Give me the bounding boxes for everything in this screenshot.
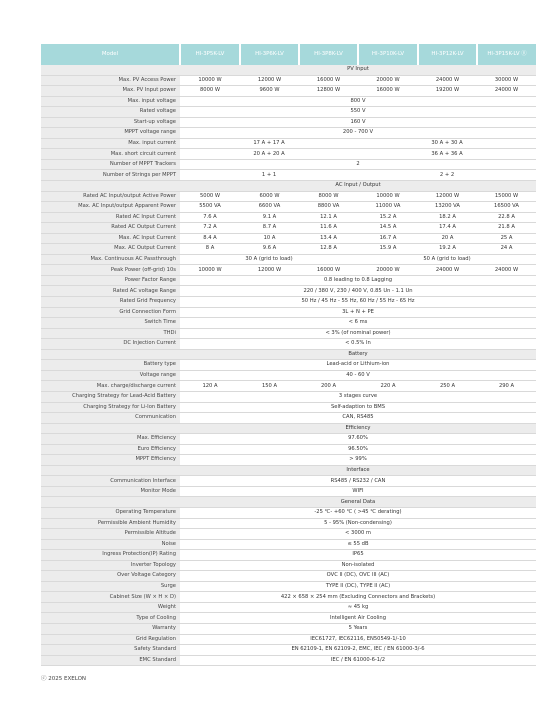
spec-value: 250 A (418, 381, 477, 392)
spec-label: Type of Cooling (41, 613, 180, 624)
spec-value: 11.6 A (299, 223, 358, 234)
spec-value: 24000 W (418, 75, 477, 86)
spec-value: 120 A (180, 381, 240, 392)
spec-value: 21.8 A (477, 223, 536, 234)
spec-row (41, 645, 536, 656)
spec-label: Power Factor Range (41, 275, 180, 286)
section-label-spacer (41, 349, 180, 360)
spec-label: Max. AC Input/output Apparent Power (41, 202, 180, 213)
spec-value: 15000 W (477, 191, 536, 202)
spec-value: < 3000 m (180, 529, 536, 540)
spec-label: Start-up voltage (41, 117, 180, 128)
spec-value: 12.1 A (299, 212, 358, 223)
spec-value: 30 A (grid to load) (180, 254, 358, 265)
spec-label: Number of MPPT Trackers (41, 159, 180, 170)
spec-value: CAN, RS485 (180, 413, 536, 424)
spec-label: Euro Efficiency (41, 444, 180, 455)
spec-value: 10000 W (180, 75, 240, 86)
spec-row (41, 434, 536, 445)
spec-value: 8 A (180, 244, 240, 255)
spec-value: 22.8 A (477, 212, 536, 223)
spec-label: Number of Strings per MPPT (41, 170, 180, 181)
spec-row (41, 634, 536, 645)
spec-label: Ingress Protection(IP) Rating (41, 550, 180, 561)
spec-value: WIFI (180, 486, 536, 497)
spec-row (41, 170, 536, 181)
spec-value: < 3% (of nominal power) (180, 328, 536, 339)
spec-row (41, 128, 536, 139)
spec-label: Warranty (41, 623, 180, 634)
spec-value: 550 V (180, 107, 536, 118)
spec-value: IEC / EN 61000-6-1/2 (180, 655, 536, 666)
spec-value: 9.1 A (240, 212, 299, 223)
spec-value: 17.4 A (418, 223, 477, 234)
spec-value: 13.4 A (299, 233, 358, 244)
spec-row (41, 370, 536, 381)
spec-value: > 99% (180, 455, 536, 466)
spec-row (41, 96, 536, 107)
spec-label: DC Injection Current (41, 339, 180, 350)
spec-row (41, 86, 536, 97)
spec-label: Rated Grid Frequency (41, 297, 180, 308)
spec-label: Rated AC Output Current (41, 223, 180, 234)
section-label-spacer (41, 497, 180, 508)
spec-label: Charging Strategy for Lead-Acid Battery (41, 391, 180, 402)
spec-value: 200 A (299, 381, 358, 392)
section-row (41, 497, 536, 508)
spec-label: Permissible Ambient Humidity (41, 518, 180, 529)
spec-row (41, 275, 536, 286)
spec-value: 13200 VA (418, 202, 477, 213)
model-header-cell: HI-3P12K-LV (418, 44, 477, 65)
spec-row (41, 149, 536, 160)
section-label-spacer (41, 65, 180, 75)
spec-value: 12.8 A (299, 244, 358, 255)
spec-value: 16000 W (299, 75, 358, 86)
spec-label: Rated voltage (41, 107, 180, 118)
section-row (41, 65, 536, 75)
spec-row (41, 254, 536, 265)
spec-label: MPPT Efficiency (41, 455, 180, 466)
header-row (41, 44, 536, 65)
spec-value: 10000 W (180, 265, 240, 276)
spec-value: 97.60% (180, 434, 536, 445)
spec-row (41, 560, 536, 571)
spec-value: EN 62109-1, EN 62109-2, EMC, IEC / EN 61000-3/-6 (180, 645, 536, 656)
spec-row (41, 581, 536, 592)
model-header-cell: HI-3P8K-LV (299, 44, 358, 65)
spec-value: 8800 VA (299, 202, 358, 213)
spec-value: RS485 / RS232 / CAN (180, 476, 536, 487)
spec-value: 7.6 A (180, 212, 240, 223)
spec-value: 50 Hz / 45 Hz - 55 Hz, 60 Hz / 55 Hz - 65 Hz (180, 297, 536, 308)
spec-value: 6000 W (240, 191, 299, 202)
spec-value: 16500 VA (477, 202, 536, 213)
spec-label: Permissible Altitude (41, 529, 180, 540)
spec-value: 3 stages curve (180, 391, 536, 402)
spec-value: 0.8 leading to 0.8 Lagging (180, 275, 536, 286)
spec-row (41, 381, 536, 392)
spec-value: 12000 W (240, 265, 299, 276)
spec-label: Battery type (41, 360, 180, 371)
spec-label: Over Voltage Category (41, 571, 180, 582)
spec-table (41, 44, 536, 666)
spec-value: OVC II (DC), OVC III (AC) (180, 571, 536, 582)
spec-row (41, 223, 536, 234)
section-title: Efficiency (180, 423, 536, 434)
model-header-cell: HI-3P10K-LV (358, 44, 418, 65)
section-row (41, 423, 536, 434)
spec-row (41, 550, 536, 561)
spec-value: 40 - 60 V (180, 370, 536, 381)
spec-row (41, 402, 536, 413)
spec-row (41, 592, 536, 603)
spec-value: Intelligent Air Cooling (180, 613, 536, 624)
spec-label: Rated AC voltage Range (41, 286, 180, 297)
spec-value: 9600 W (240, 86, 299, 97)
spec-label: Monitor Mode (41, 486, 180, 497)
spec-table-body (41, 65, 536, 666)
spec-value: 20 A (418, 233, 477, 244)
spec-row (41, 655, 536, 666)
spec-row (41, 117, 536, 128)
spec-row (41, 159, 536, 170)
spec-label: Safety Standard (41, 645, 180, 656)
section-title: PV Input (180, 65, 536, 75)
spec-label: Max. AC Output Current (41, 244, 180, 255)
spec-value: 24000 W (477, 265, 536, 276)
spec-row (41, 602, 536, 613)
spec-value: 15.2 A (358, 212, 418, 223)
spec-row (41, 318, 536, 329)
spec-value: 11000 VA (358, 202, 418, 213)
spec-row (41, 233, 536, 244)
spec-value: ≈ 45 kg (180, 602, 536, 613)
spec-label: Peak Power (off-grid) 10s (41, 265, 180, 276)
spec-row (41, 360, 536, 371)
spec-value: 5500 VA (180, 202, 240, 213)
spec-value: 422 × 658 × 254 mm (Excluding Connectors and Brackets) (180, 592, 536, 603)
spec-label: Noise (41, 539, 180, 550)
spec-label: MPPT voltage range (41, 128, 180, 139)
spec-label: Max. PV Access Power (41, 75, 180, 86)
spec-value: 9.6 A (240, 244, 299, 255)
spec-label: Inverter Topology (41, 560, 180, 571)
spec-value: 10 A (240, 233, 299, 244)
spec-value: < 0.5% In (180, 339, 536, 350)
spec-row (41, 286, 536, 297)
spec-value: 18.2 A (418, 212, 477, 223)
spec-label: Max. Continuous AC Passthrough (41, 254, 180, 265)
spec-row (41, 539, 536, 550)
spec-label: Max. short circuit current (41, 149, 180, 160)
spec-value: 12000 W (240, 75, 299, 86)
spec-value: 290 A (477, 381, 536, 392)
spec-value: 8000 W (180, 86, 240, 97)
spec-value: 2 (180, 159, 536, 170)
section-row (41, 349, 536, 360)
spec-row (41, 297, 536, 308)
spec-row (41, 212, 536, 223)
spec-row (41, 328, 536, 339)
section-row (41, 181, 536, 192)
spec-value: 96.50% (180, 444, 536, 455)
spec-value: 150 A (240, 381, 299, 392)
spec-row (41, 202, 536, 213)
spec-label: THDi (41, 328, 180, 339)
spec-value: 50 A (grid to load) (358, 254, 536, 265)
spec-value: 8000 W (299, 191, 358, 202)
spec-label: Grid Connection Form (41, 307, 180, 318)
spec-row (41, 529, 536, 540)
spec-row (41, 244, 536, 255)
spec-value: 24000 W (418, 265, 477, 276)
spec-value: 220 A (358, 381, 418, 392)
spec-value: 8.7 A (240, 223, 299, 234)
spec-value: 19.2 A (418, 244, 477, 255)
spec-label: Max. PV Input power (41, 86, 180, 97)
spec-value: 14.5 A (358, 223, 418, 234)
spec-value: 36 A + 36 A (358, 149, 536, 160)
spec-label: Voltage range (41, 370, 180, 381)
spec-label: EMC Standard (41, 655, 180, 666)
spec-value: 8.4 A (180, 233, 240, 244)
spec-row (41, 518, 536, 529)
spec-value: 6600 VA (240, 202, 299, 213)
spec-row (41, 339, 536, 350)
spec-row (41, 265, 536, 276)
spec-table-header (41, 44, 536, 65)
spec-row (41, 444, 536, 455)
spec-value: 16000 W (358, 86, 418, 97)
spec-row (41, 476, 536, 487)
spec-label: Communication Interface (41, 476, 180, 487)
spec-value: 30 A + 30 A (358, 138, 536, 149)
section-title: General Data (180, 497, 536, 508)
spec-value: 1 + 1 (180, 170, 358, 181)
spec-row (41, 75, 536, 86)
spec-value: 10000 W (358, 191, 418, 202)
spec-row (41, 191, 536, 202)
spec-label: Charging Strategy for Li-Ion Battery (41, 402, 180, 413)
copyright-footer: ⓒ 2025 EXELON (41, 676, 87, 682)
spec-label: Rated AC Input Current (41, 212, 180, 223)
spec-value: IP65 (180, 550, 536, 561)
spec-value: 2 + 2 (358, 170, 536, 181)
spec-value: 24 A (477, 244, 536, 255)
model-header-cell: HI-3P6K-LV (240, 44, 299, 65)
section-label-spacer (41, 423, 180, 434)
spec-label: Surge (41, 581, 180, 592)
spec-value: Self-adaption to BMS (180, 402, 536, 413)
spec-value: 5 Years (180, 623, 536, 634)
spec-value: 7.2 A (180, 223, 240, 234)
spec-row (41, 455, 536, 466)
spec-row (41, 107, 536, 118)
spec-value: 5 - 95% (Non-condensing) (180, 518, 536, 529)
spec-row (41, 571, 536, 582)
spec-value: 15.9 A (358, 244, 418, 255)
section-label-spacer (41, 465, 180, 476)
spec-label: Weight (41, 602, 180, 613)
spec-value: 800 V (180, 96, 536, 107)
spec-row (41, 507, 536, 518)
spec-label: Operating Temperature (41, 507, 180, 518)
spec-value: 17 A + 17 A (180, 138, 358, 149)
spec-row (41, 413, 536, 424)
spec-value: ≤ 55 dB (180, 539, 536, 550)
spec-value: 160 V (180, 117, 536, 128)
model-header: Model (41, 44, 180, 65)
spec-value: 16000 W (299, 265, 358, 276)
spec-label: Max. AC Input Current (41, 233, 180, 244)
spec-value: Non-isolated (180, 560, 536, 571)
section-row (41, 465, 536, 476)
spec-value: 25 A (477, 233, 536, 244)
section-label-spacer (41, 181, 180, 192)
spec-label: Max. input current (41, 138, 180, 149)
spec-value: Lead-acid or Lithium-ion (180, 360, 536, 371)
spec-value: -25 ℃- +60 ℃ ( >45 ℃ derating) (180, 507, 536, 518)
spec-value: 12800 W (299, 86, 358, 97)
spec-label: Switch Time (41, 318, 180, 329)
spec-value: 200 - 700 V (180, 128, 536, 139)
spec-value: < 6 ms (180, 318, 536, 329)
spec-value: IEC61727, IEC62116, EN50549-1/-10 (180, 634, 536, 645)
spec-label: Max. input voltage (41, 96, 180, 107)
spec-label: Rated AC Input/output Active Power (41, 191, 180, 202)
model-header-cell: HI-3P5K-LV (180, 44, 240, 65)
spec-value: 30000 W (477, 75, 536, 86)
spec-row (41, 623, 536, 634)
spec-label: Grid Regulation (41, 634, 180, 645)
spec-label: Max. Efficiency (41, 434, 180, 445)
spec-value: 20000 W (358, 75, 418, 86)
spec-row (41, 613, 536, 624)
spec-label: Cabinet Size (W × H × D) (41, 592, 180, 603)
spec-row (41, 307, 536, 318)
section-title: AC Input / Output (180, 181, 536, 192)
spec-value: 19200 W (418, 86, 477, 97)
spec-value: TYPE II (DC), TYPE II (AC) (180, 581, 536, 592)
spec-value: 5000 W (180, 191, 240, 202)
spec-label: Communication (41, 413, 180, 424)
spec-value: 3L + N + PE (180, 307, 536, 318)
spec-row (41, 138, 536, 149)
model-header-cell: HI-3P15K-LV Ⓡ (477, 44, 536, 65)
spec-label: Max. charge/discharge current (41, 381, 180, 392)
spec-value: 20 A + 20 A (180, 149, 358, 160)
spec-value: 220 / 380 V, 230 / 400 V, 0.85 Un - 1.1 Un (180, 286, 536, 297)
spec-row (41, 486, 536, 497)
spec-row (41, 391, 536, 402)
spec-value: 16.7 A (358, 233, 418, 244)
section-title: Battery (180, 349, 536, 360)
spec-value: 20000 W (358, 265, 418, 276)
spec-value: 24000 W (477, 86, 536, 97)
spec-value: 12000 W (418, 191, 477, 202)
section-title: Interface (180, 465, 536, 476)
